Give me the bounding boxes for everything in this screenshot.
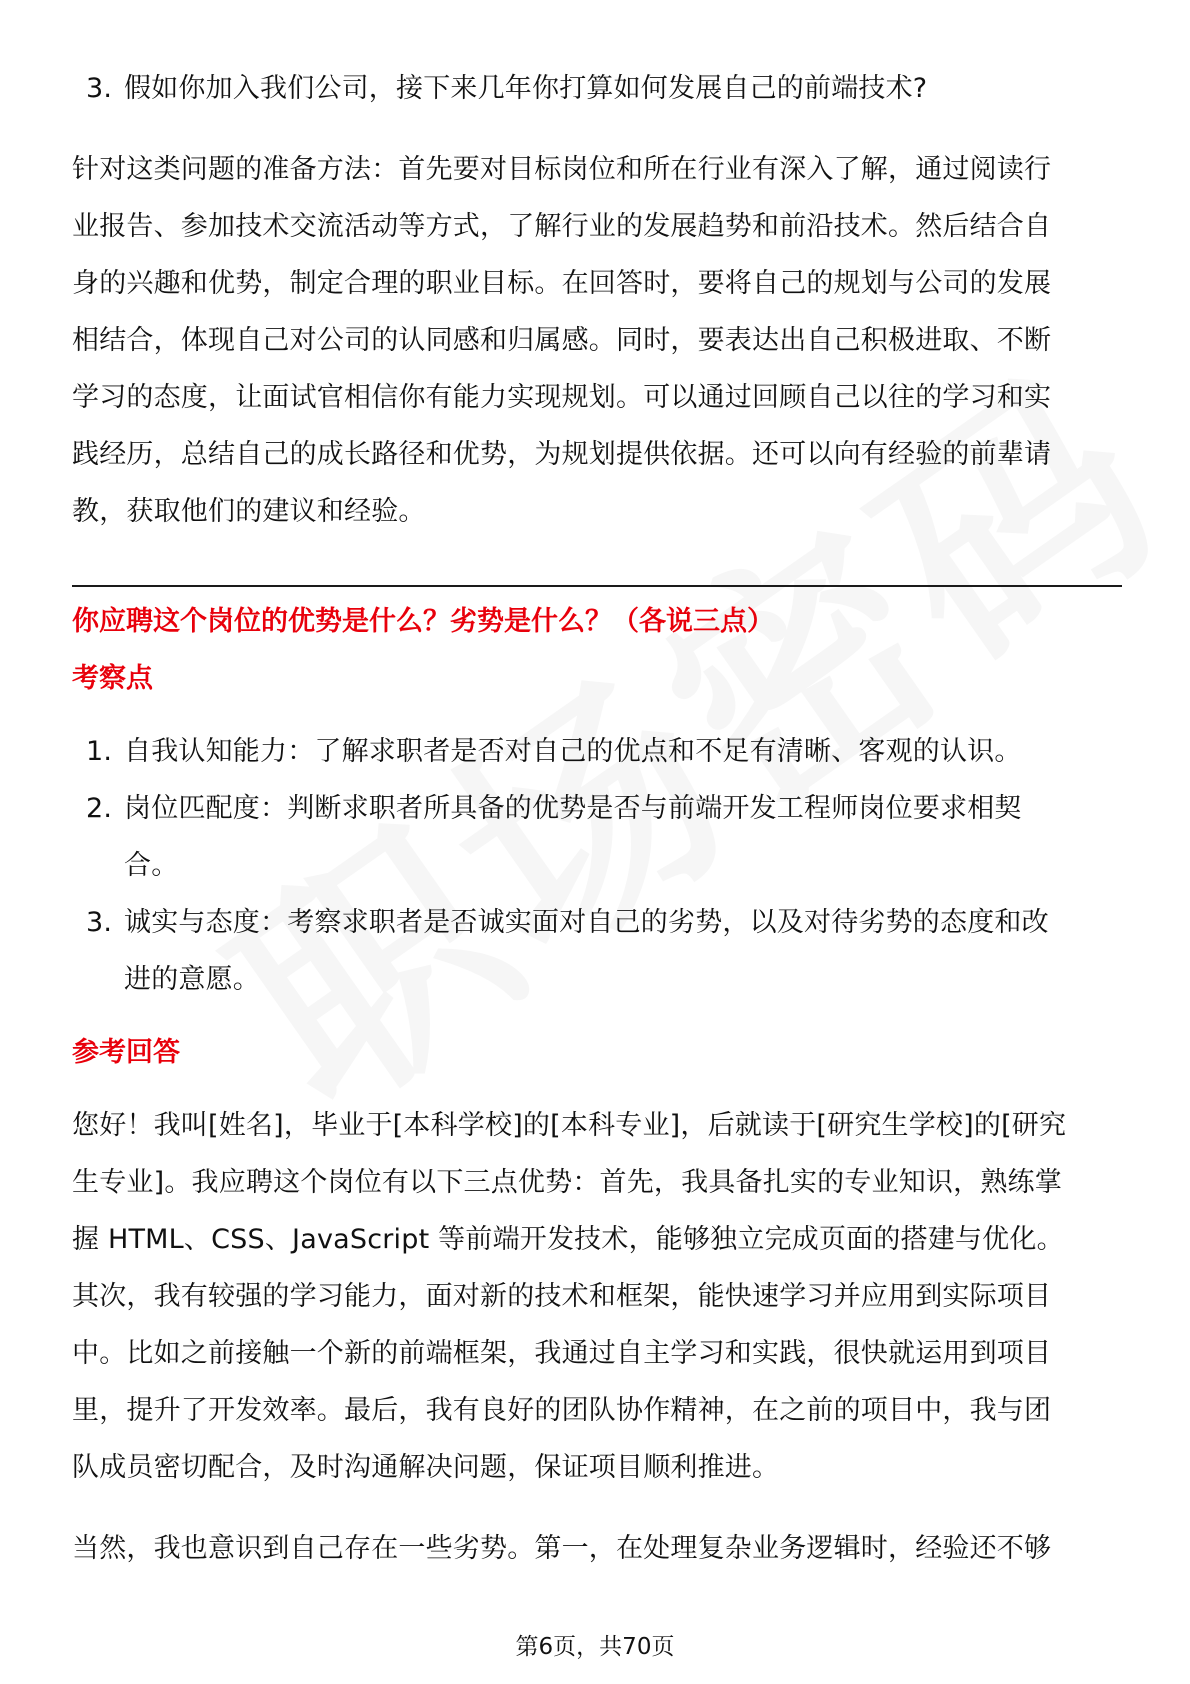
paragraph-line: 握 HTML、CSS、JavaScript 等前端开发技术，能够独立完成页面的搭建与优化。 — [72, 1224, 1064, 1255]
question-heading: 你应聘这个岗位的优势是什么？劣势是什么？（各说三点） — [72, 606, 774, 637]
document-page — [72, 60, 1122, 1577]
list-item — [72, 894, 1122, 1008]
paragraph-line: 相结合，体现自己对公司的认同感和归属感。同时，要表达出自己积极进取、不断 — [72, 325, 1052, 356]
list-text: 进的意愿。 — [124, 964, 260, 995]
list-text: 合。 — [124, 850, 179, 881]
list-text: 岗位匹配度：判断求职者所具备的优势是否与前端开发工程师岗位要求相契 — [124, 793, 1022, 824]
list-number: 3. — [86, 73, 113, 104]
list-text: 假如你加入我们公司，接下来几年你打算如何发展自己的前端技术? — [124, 73, 928, 104]
paragraph-line: 队成员密切配合，及时沟通解决问题，保证项目顺利推进。 — [72, 1452, 780, 1483]
paragraph-line: 业报告、参加技术交流活动等方式，了解行业的发展趋势和前沿技术。然后结合自 — [72, 211, 1052, 242]
paragraph-line: 当然，我也意识到自己存在一些劣势。第一，在处理复杂业务逻辑时，经验还不够 — [72, 1533, 1052, 1564]
paragraph-line: 里，提升了开发效率。最后，我有良好的团队协作精神，在之前的项目中，我与团 — [72, 1395, 1052, 1426]
list-number: 1. — [86, 736, 113, 767]
assessment-heading: 考察点 — [72, 663, 153, 694]
paragraph-line: 中。比如之前接触一个新的前端框架，我通过自主学习和实践，很快就运用到项目 — [72, 1338, 1052, 1369]
list-number: 2. — [86, 793, 113, 824]
answer-paragraph — [72, 1097, 1122, 1496]
paragraph-line: 学习的态度，让面试官相信你有能力实现规划。可以通过回顾自己以往的学习和实 — [72, 382, 1052, 413]
paragraph-line: 其次，我有较强的学习能力，面对新的技术和框架，能快速学习并应用到实际项目 — [72, 1281, 1052, 1312]
assessment-list — [72, 723, 1122, 1008]
paragraph-line: 践经历，总结自己的成长路径和优势，为规划提供依据。还可以向有经验的前辈请 — [72, 439, 1052, 470]
paragraph-line: 教，获取他们的建议和经验。 — [72, 496, 426, 527]
intro-list-item — [72, 60, 1122, 117]
prep-paragraph — [72, 141, 1122, 540]
paragraph-line: 针对这类问题的准备方法：首先要对目标岗位和所在行业有深入了解，通过阅读行 — [72, 154, 1052, 185]
list-text: 诚实与态度：考察求职者是否诚实面对自己的劣势，以及对待劣势的态度和改 — [124, 907, 1049, 938]
page-footer: 第6页，共70页 — [515, 1634, 675, 1660]
paragraph-line: 您好！我叫[姓名]，毕业于[本科学校]的[本科专业]，后就读于[研究生学校]的[研究 — [72, 1110, 1067, 1141]
list-item — [72, 723, 1122, 780]
list-item — [72, 780, 1122, 894]
paragraph-line: 身的兴趣和优势，制定合理的职业目标。在回答时，要将自己的规划与公司的发展 — [72, 268, 1052, 299]
paragraph-line: 生专业]。我应聘这个岗位有以下三点优势：首先，我具备扎实的专业知识，熟练掌 — [72, 1167, 1062, 1198]
list-text: 自我认知能力：了解求职者是否对自己的优点和不足有清晰、客观的认识。 — [124, 736, 1022, 767]
list-number: 3. — [86, 907, 113, 938]
reference-heading: 参考回答 — [72, 1037, 180, 1068]
